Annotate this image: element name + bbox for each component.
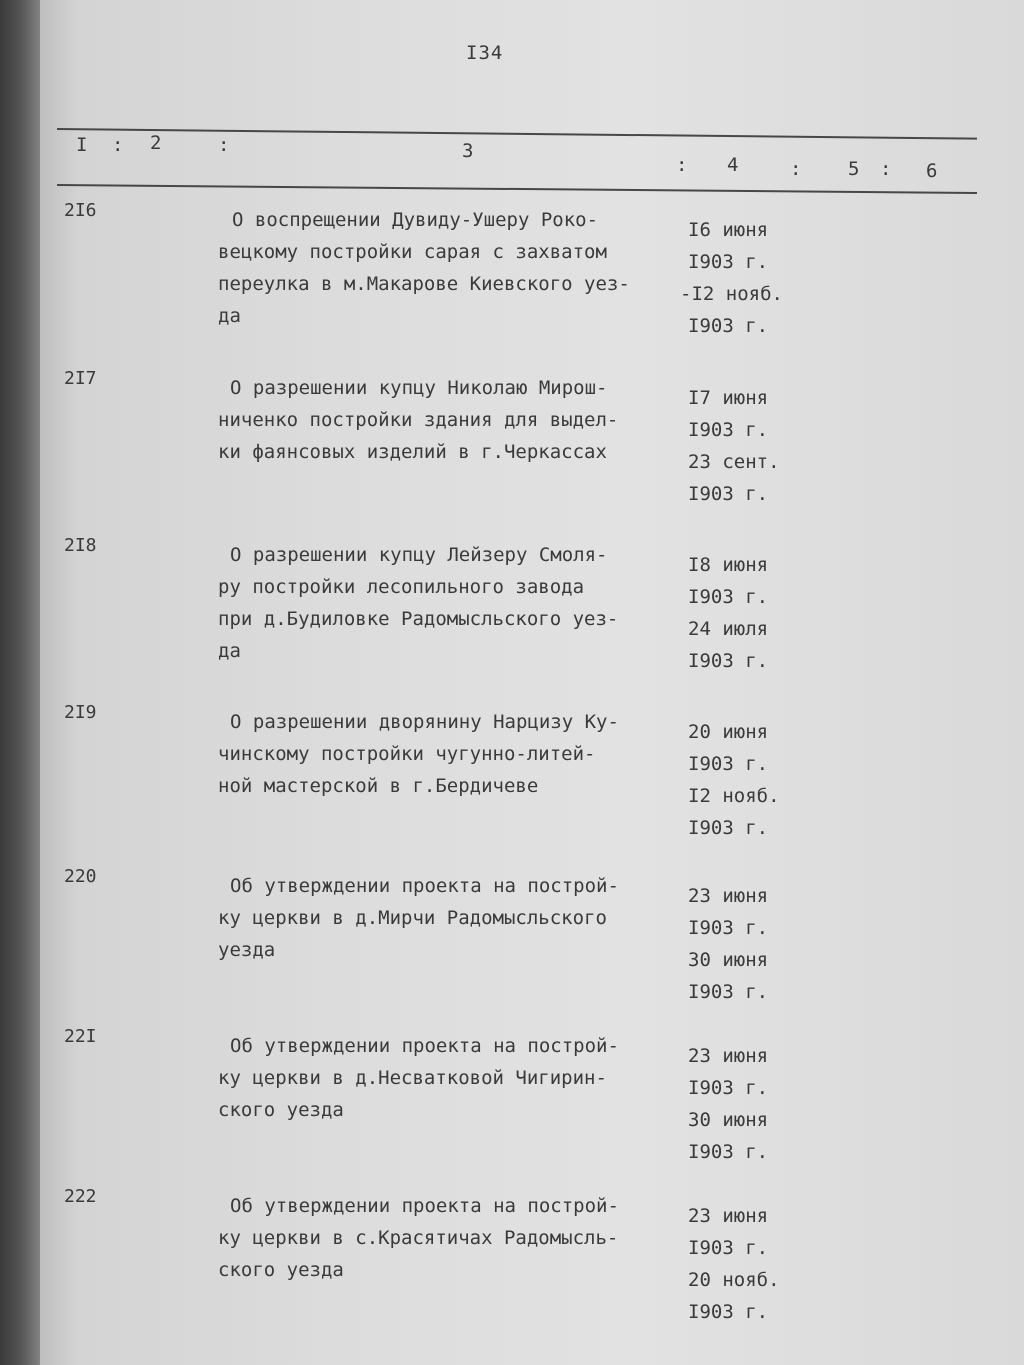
header-separator: : xyxy=(676,154,688,176)
date-line: 23 сент. xyxy=(688,451,780,473)
entry-description xyxy=(218,204,630,332)
entry-dates xyxy=(680,214,783,342)
date-line: -I2 нояб. xyxy=(680,283,783,305)
date-line: 23 июня xyxy=(688,885,769,907)
entry-dates xyxy=(680,382,780,510)
date-line: I903 г. xyxy=(688,419,769,441)
description-line: О разрешении дворянину Нарцизу Ку- xyxy=(230,711,619,733)
description-line: О воспрещении Дувиду-Ушеру Роко- xyxy=(232,209,599,231)
description-line: чинскому постройки чугунно-литей- xyxy=(218,743,596,765)
date-line: I7 июня xyxy=(688,387,769,409)
entry-number: 2I9 xyxy=(64,702,97,723)
date-line: I6 июня xyxy=(688,219,769,241)
entry-dates xyxy=(680,880,768,1008)
header-col-5: 5 xyxy=(848,158,860,180)
entry-description xyxy=(218,706,619,802)
description-line: ку церкви в д.Мирчи Радомысльского xyxy=(218,907,607,929)
date-line: I2 нояб. xyxy=(688,785,780,807)
date-line: I8 июня xyxy=(688,554,769,576)
date-line: 24 июля xyxy=(688,618,769,640)
description-line: ского уезда xyxy=(218,1259,344,1281)
description-line: О разрешении купцу Лейзеру Смоля- xyxy=(230,544,608,566)
entry-description xyxy=(218,372,618,468)
description-line: уезда xyxy=(218,939,276,961)
entry-number: 222 xyxy=(64,1186,97,1207)
entry-number: 2I6 xyxy=(64,200,97,221)
description-line: ру постройки лесопильного завода xyxy=(218,576,585,598)
date-line: I903 г. xyxy=(688,586,769,608)
date-line: I903 г. xyxy=(688,483,769,505)
entry-description xyxy=(218,1030,619,1126)
date-line: 23 июня xyxy=(688,1045,769,1067)
date-line: 20 июня xyxy=(688,721,769,743)
date-line: I903 г. xyxy=(688,917,769,939)
description-line: Об утверждении проекта на построй- xyxy=(230,1195,619,1217)
page-number: I34 xyxy=(466,42,504,64)
date-line: I903 г. xyxy=(688,1141,769,1163)
header-col-1: I xyxy=(76,134,88,156)
date-line: I903 г. xyxy=(688,981,769,1003)
date-line: I903 г. xyxy=(688,650,769,672)
entry-description xyxy=(218,870,619,966)
description-line: ского уезда xyxy=(218,1099,344,1121)
entry-description xyxy=(218,539,618,667)
entry-description xyxy=(218,1190,619,1286)
date-line: I903 г. xyxy=(688,1237,769,1259)
entry-dates xyxy=(680,1040,768,1168)
date-line: I903 г. xyxy=(688,251,769,273)
date-line: I903 г. xyxy=(688,817,769,839)
entry-number: 2I7 xyxy=(64,368,97,389)
header-col-3: 3 xyxy=(462,140,474,162)
header-separator: : xyxy=(880,158,892,180)
description-line: при д.Будиловке Радомысльского уез- xyxy=(218,608,619,630)
description-line: да xyxy=(218,640,241,662)
description-line: Об утверждении проекта на построй- xyxy=(230,1035,619,1057)
header-separator: : xyxy=(112,134,124,156)
date-line: I903 г. xyxy=(688,753,769,775)
date-line: 30 июня xyxy=(688,1109,769,1131)
header-separator: : xyxy=(790,158,802,180)
description-line: ниченко постройки здания для выдел- xyxy=(218,409,619,431)
entry-dates xyxy=(680,549,768,677)
entry-dates xyxy=(680,716,780,844)
entry-dates xyxy=(680,1200,780,1328)
description-line: Об утверждении проекта на построй- xyxy=(230,875,619,897)
date-line: 20 нояб. xyxy=(688,1269,780,1291)
date-line: 30 июня xyxy=(688,949,769,971)
description-line: ку церкви в д.Несватковой Чигирин- xyxy=(218,1067,607,1089)
entry-number: 2I8 xyxy=(64,535,97,556)
description-line: ку церкви в с.Красятичах Радомысль- xyxy=(218,1227,619,1249)
description-line: О разрешении купцу Николаю Мирош- xyxy=(230,377,608,399)
description-line: ки фаянсовых изделий в г.Черкассах xyxy=(218,441,607,463)
date-line: I903 г. xyxy=(688,1301,769,1323)
entry-number: 22I xyxy=(64,1026,97,1047)
header-separator: : xyxy=(218,134,230,156)
description-line: вецкому постройки сарая с захватом xyxy=(218,241,607,263)
header-col-4: 4 xyxy=(727,154,739,176)
header-col-2: 2 xyxy=(150,132,162,154)
date-line: I903 г. xyxy=(688,315,769,337)
description-line: да xyxy=(218,305,241,327)
entry-number: 220 xyxy=(64,866,97,887)
date-line: 23 июня xyxy=(688,1205,769,1227)
header-col-6: 6 xyxy=(926,160,938,182)
description-line: ной мастерской в г.Бердичеве xyxy=(218,775,539,797)
date-line: I903 г. xyxy=(688,1077,769,1099)
description-line: переулка в м.Макарове Киевского уез- xyxy=(218,273,630,295)
